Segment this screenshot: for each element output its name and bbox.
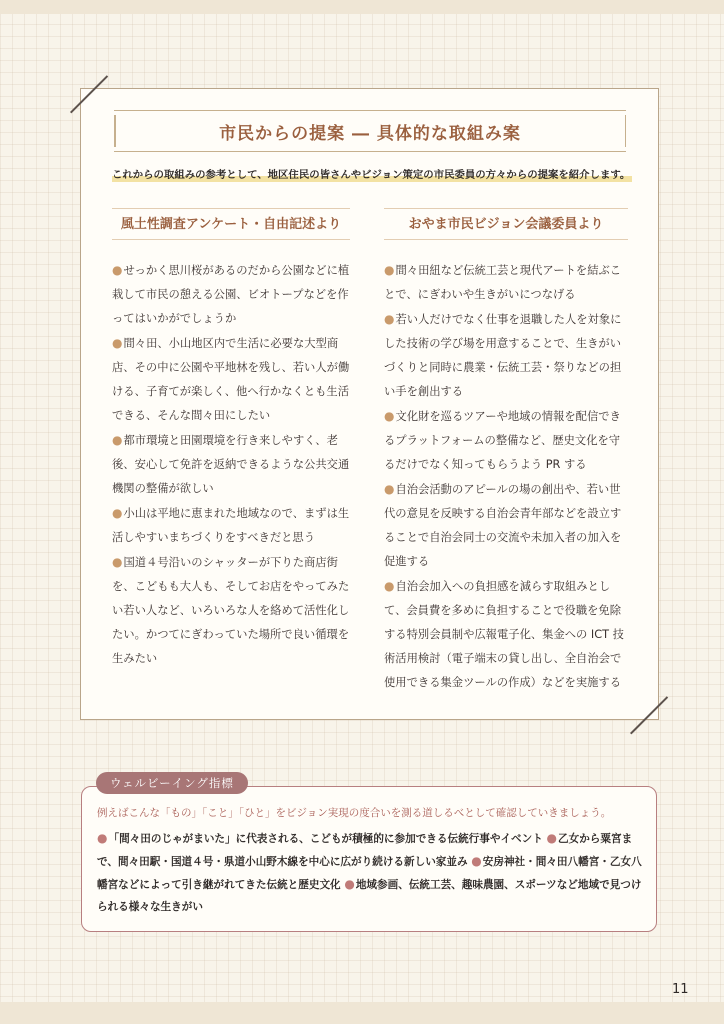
proposal-title-frame [114, 110, 626, 152]
bullet-icon: ● [471, 854, 482, 868]
vision-committee-list [384, 258, 628, 695]
wellbeing-lead: 例えばこんな「もの」「こと」「ひと」をビジョン実現の度合いを測る道しるべとして確認していきましょう。 [97, 807, 612, 819]
list-item-text: 間々田、小山地区内で生活に必要な大型商店、その中に公園や平地林を残し、若い人が働ける、子育てが楽しく、他へ行かなくとも生活できる、そんな間々田にしたい [112, 337, 350, 422]
top-band [0, 0, 724, 14]
bottom-band [0, 1002, 724, 1024]
wellbeing-item: 地域参画、伝統工芸、趣味農園、スポーツなど地域で見つけられる様々な生きがい [97, 879, 642, 913]
vision-committee-heading: おやま市民ビジョン会議委員より [384, 208, 628, 240]
list-item-text: 自治会加入への負担感を減らす取組みとして、会員費を多めに負担することで役職を免除する特別会員制や広報電子化、集金への ICT 技術活用検討（電子端末の貸し出し、全自治会で使用できる集金ツールの作成）などを実施する [384, 580, 624, 689]
wellbeing-items [97, 827, 645, 918]
proposal-intro: これからの取組みの参考として、地区住民の皆さんやビジョン策定の市民委員の方々からの提案を紹介します。 [112, 166, 632, 182]
bullet-icon: ● [546, 831, 558, 845]
list-item-text: 自治会活動のアピールの場の創出や、若い世代の意見を反映する自治会青年部などを設立することで自治会同士の交流や未加入者の加入を促進する [384, 483, 622, 568]
wellbeing-item: 「間々田のじゃがまいた」に代表される、こどもが積極的に参加できる伝統行事やイベント [108, 833, 543, 845]
page-number: 11 [672, 982, 689, 997]
bullet-icon: ● [384, 312, 395, 326]
list-item [384, 477, 628, 574]
list-item [384, 574, 628, 695]
bullet-icon: ● [384, 263, 395, 277]
survey-column [112, 208, 350, 671]
bullet-icon: ● [112, 555, 123, 569]
bullet-icon: ● [384, 409, 395, 423]
survey-list [112, 258, 350, 671]
wellbeing-label: ウェルビーイング指標 [96, 772, 248, 794]
list-item [384, 404, 628, 477]
list-item-text: せっかく思川桜があるのだから公園などに植栽して市民の憩える公園、ビオトープなどを作ってはいかがでしょうか [112, 264, 350, 325]
list-item-text: 間々田紐など伝統工芸と現代アートを結ぶことで、にぎわいや生きがいにつなげる [384, 264, 622, 301]
bullet-icon: ● [97, 831, 108, 845]
bullet-icon: ● [112, 336, 123, 350]
list-item-text: 文化財を巡るツアーや地域の情報を配信できるプラットフォームの整備など、歴史文化を守るだけでなく知ってもらうよう PR する [384, 410, 621, 471]
wellbeing-item: 安房神社・間々田八幡宮・乙女八幡宮などによって引き継がれてきた伝統と歴史文化 [97, 856, 642, 891]
survey-heading: 風土性調査アンケート・自由記述より [112, 208, 350, 240]
list-item-text: 国道４号沿いのシャッターが下りた商店街を、こどもも大人も、そしてお店をやってみたい若い人など、いろいろな人を絡めて活性化したい。かつてにぎわっていた場所で良い循環を生みたい [112, 556, 350, 665]
bullet-icon: ● [384, 482, 395, 496]
list-item [384, 307, 628, 404]
bullet-icon: ● [112, 263, 123, 277]
bullet-icon: ● [384, 579, 395, 593]
bullet-icon: ● [344, 877, 355, 891]
list-item [112, 501, 350, 550]
list-item [112, 258, 350, 331]
bullet-icon: ● [112, 433, 123, 447]
list-item-text: 都市環境と田園環境を行き来しやすく、老後、安心して免許を返納できるような公共交通機関の整備が欲しい [112, 434, 350, 495]
list-item [112, 428, 350, 501]
vision-committee-column [384, 208, 628, 695]
list-item-text: 若い人だけでなく仕事を退職した人を対象にした技術の学び場を用意することで、生きがいづくりと同時に農業・伝統工芸・祭りなどの担い手を創出する [384, 313, 622, 398]
list-item-text: 小山は平地に恵まれた地域なので、まずは生活しやすいまちづくりをすべきだと思う [112, 507, 350, 544]
list-item [112, 550, 350, 671]
bullet-icon: ● [112, 506, 123, 520]
list-item [112, 331, 350, 428]
wellbeing-item: 乙女から粟宮まで、間々田駅・国道４号・県道小山野木線を中心に広がり続ける新しい家並み [97, 833, 633, 868]
proposal-title: 市民からの提案 ― 具体的な取組み案 [219, 123, 521, 144]
list-item [384, 258, 628, 307]
